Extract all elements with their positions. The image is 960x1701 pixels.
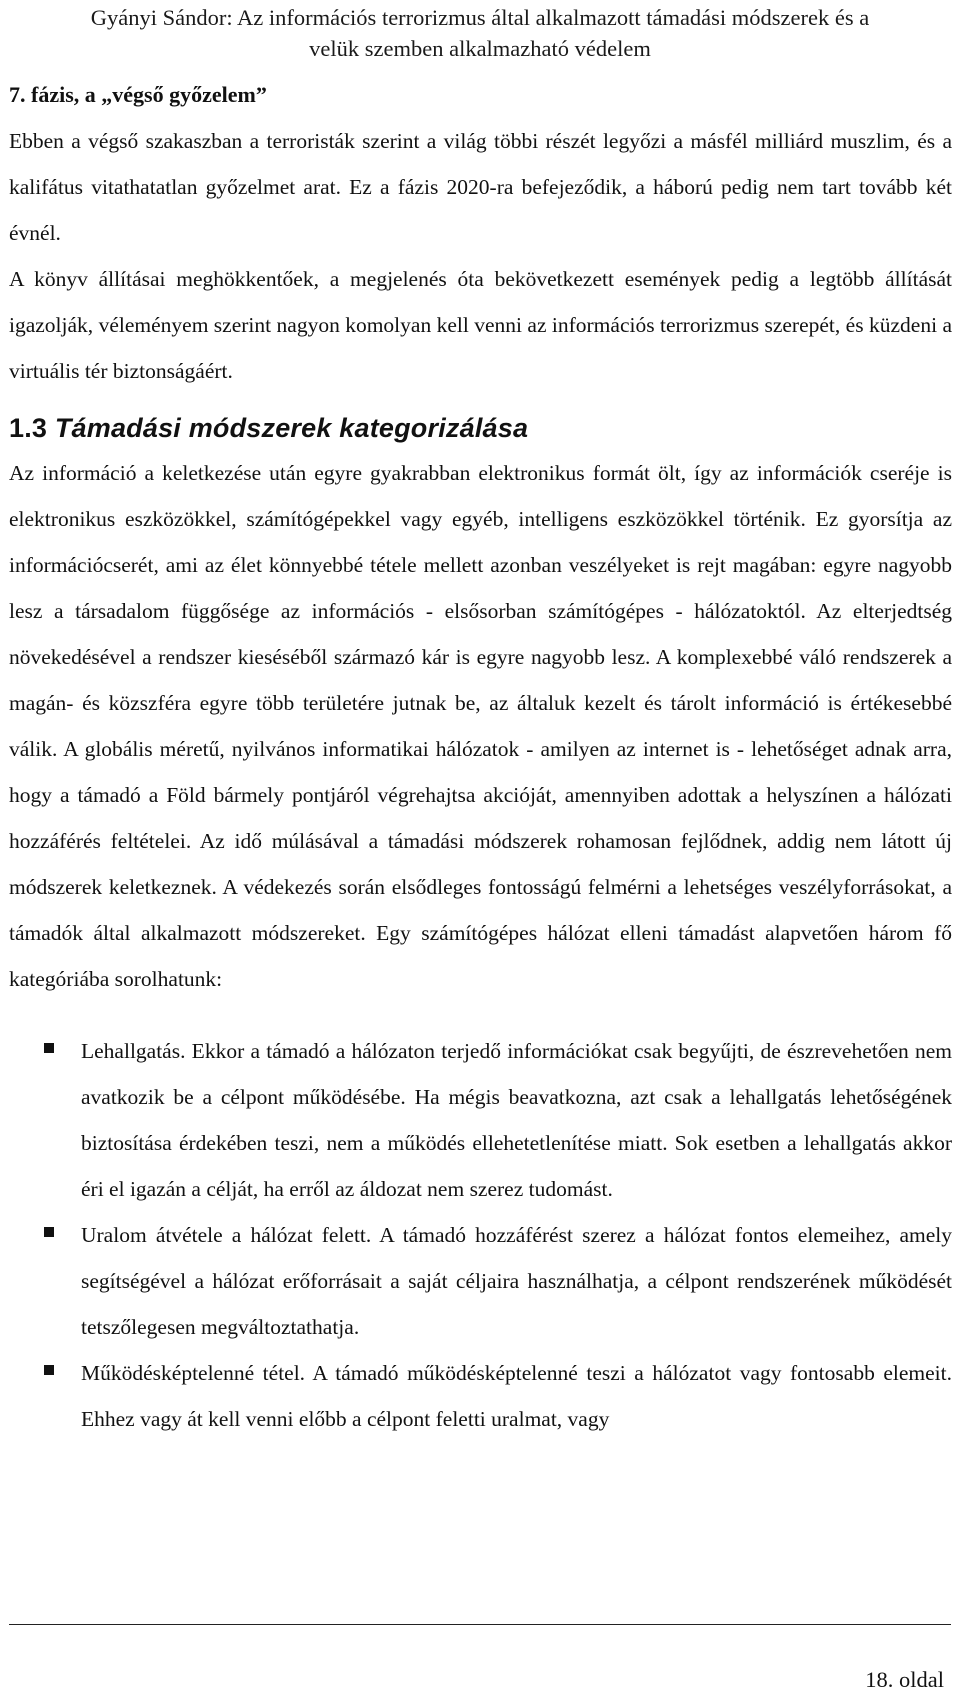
section-title: Támadási módszerek kategorizálása <box>54 413 529 443</box>
square-bullet-icon <box>44 1227 54 1237</box>
running-header <box>0 2 960 64</box>
list-item <box>9 1028 952 1212</box>
list-item <box>9 1350 952 1442</box>
section-number: 1.3 <box>9 413 48 443</box>
attack-category-list <box>9 1028 952 1442</box>
section-paragraph: Az információ a keletkezése után egyre gyakrabban elektronikus formát ölt, így az információk cseréje is elektronikus eszközökkel, számítógépekkel vagy egyéb, intelligens eszközökkel történik. Ez gyorsítja az információcserét, ami az élet könnyebbé tétele mellett azonban veszélyeket is rejt magában: egyre nagyobb lesz a társadalom függősége az információs - elsősorban számítógépes - hálózatoktól. Az elterjedtség növekedésével a rendszer kieséséből származó kár is egyre nagyobb lesz. A komplexebbé váló rendszerek a magán- és közszféra egyre több területére jutnak be, az általuk kezelt és tárolt információ is értékesebbé válik. A globális méretű, nyilvános informatikai hálózatok - amilyen az internet is - lehetőséget adnak arra, hogy a támadó a Föld bármely pontjáról végrehajtsa akcióját, amennyiben adottak a helyszínen a hálózati hozzáférés feltételei. Az idő múlásával a támadási módszerek rohamosan fejlődnek, addig nem látott új módszerek keletkeznek. A védekezés során elsődleges fontosságú felmérni a lehetséges veszélyforrásokat, a támadók által alkalmazott módszereket. Egy számítógépes hálózat elleni támadást alapvetően három fő kategóriába sorolhatunk: <box>9 461 952 991</box>
list-item <box>9 1212 952 1350</box>
list-item-text: Működésképtelenné tétel. A támadó működésképtelenné teszi a hálózatot vagy fontosabb elemeit. Ehhez vagy át kell venni előbb a célpont feletti uralmat, vagy <box>81 1361 952 1431</box>
phase-heading: 7. fázis, a „végső győzelem” <box>9 82 267 107</box>
square-bullet-icon <box>44 1043 54 1053</box>
list-item-text: Lehallgatás. Ekkor a támadó a hálózaton terjedő információkat csak begyűjti, de észrevehetően nem avatkozik be a célpont működésébe. Ha mégis beavatkozna, azt csak a lehallgatás lehetőségének biztosítása érdekében teszi, nem a működés ellehetetlenítése miatt. Sok esetben a lehallgatás akkor éri el igazán a célját, ha erről az áldozat nem szerez tudomást. <box>81 1039 952 1201</box>
page-content <box>9 72 952 1442</box>
running-header-line-2: velük szemben alkalmazható védelem <box>309 36 651 61</box>
book-paragraph: A könyv állításai meghökkentőek, a megjelenés óta bekövetkezett események pedig a legtöbb állítását igazolják, véleményem szerint nagyon komolyan kell venni az információs terrorizmus szerepét, és küzdeni a virtuális tér biztonságáért. <box>9 267 952 383</box>
list-item-text: Uralom átvétele a hálózat felett. A támadó hozzáférést szerez a hálózat fontos elemeihez, amely segítségével a hálózat erőforrásait a saját céljaira használhatja, a célpont rendszerének működését tetszőlegesen megváltoztathatja. <box>81 1223 952 1339</box>
square-bullet-icon <box>44 1365 54 1375</box>
running-header-line-1: Gyányi Sándor: Az információs terrorizmus által alkalmazott támadási módszerek és a <box>90 5 870 30</box>
section-heading <box>9 406 952 450</box>
footer-divider <box>9 1624 951 1625</box>
phase-paragraph: Ebben a végső szakaszban a terroristák szerint a világ többi részét legyőzi a másfél milliárd muszlim, és a kalifátus vitathatatlan győzelmet arat. Ez a fázis 2020-ra befejeződik, a háború pedig nem tart tovább két évnél. <box>9 129 952 245</box>
page-number: 18. oldal <box>865 1667 944 1692</box>
